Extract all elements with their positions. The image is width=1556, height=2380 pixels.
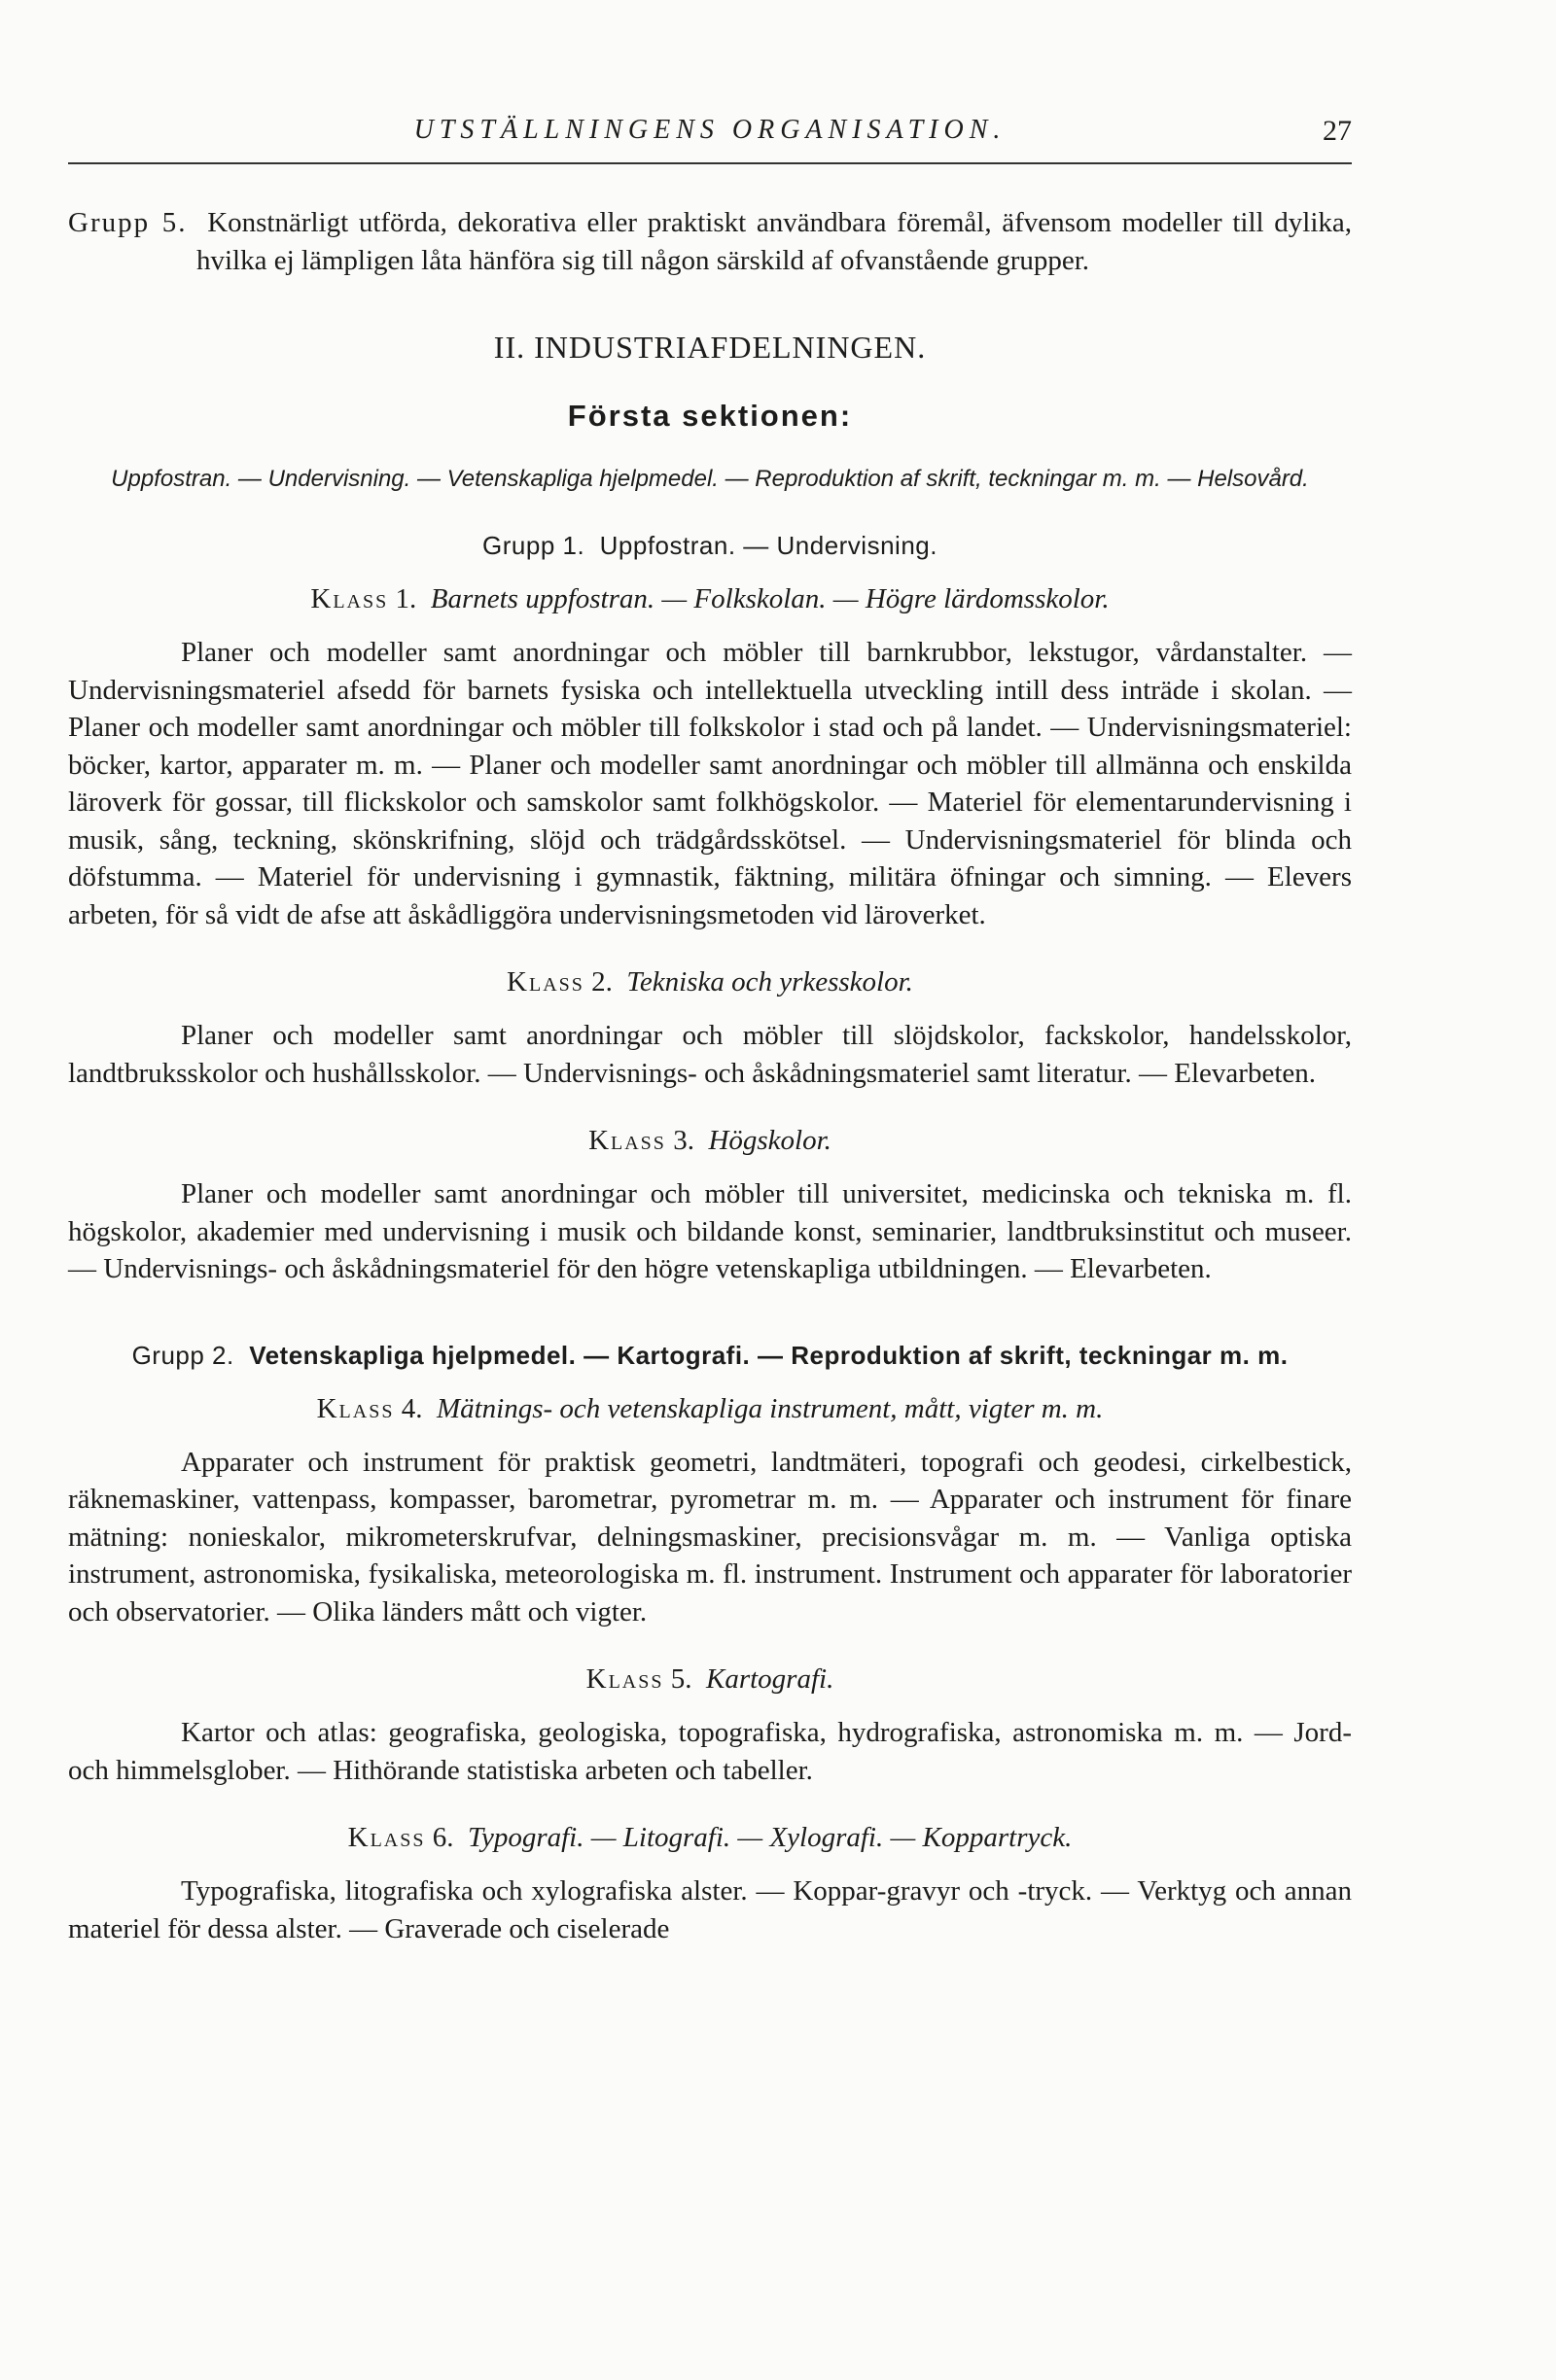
klass-2-text: Planer och modeller samt anordningar och möbler till slöjdskolor, fackskolor, handelsskolor, landtbruksskolor och hushållsskolor. — Undervisnings- och åskådningsmateriel samt literatur. — Elevarbeten.	[68, 1020, 1352, 1089]
klass-4-text: Apparater och instrument för praktisk geometri, landtmäteri, topografi och geodesi, cirkelbestick, räknemaskiner, vattenpass, kompasser, barometrar, pyrometrar m. m. — Apparater och instrument för finare mätning: nonieskalor, mikrometerskrufvar, delningsmaskiner, precisionsvågar m. m. — Vanliga optiska instrument, astronomiska, fysikaliska, meteorologiska m. fl. instrument. Instrument och apparater för laboratorier och observatorier. — Olika länders mått och vigter.	[68, 1446, 1352, 1628]
klass-3-title: Högskolor.	[708, 1125, 831, 1156]
grupp-5-paragraph	[68, 204, 1352, 279]
klass-3-text: Planer och modeller samt anordningar och möbler till universitet, medicinska och tekniska m. fl. högskolor, akademier med undervisning i musik och bildande konst, seminarier, landtbruksinstitut och museer. — Undervisnings- och åskådningsmateriel för den högre vetenskapliga utbildningen. — Elevarbeten.	[68, 1178, 1352, 1284]
klass-5-text: Kartor och atlas: geografiska, geologiska, topografiska, hydrografiska, astronomiska m. m. — Jord- och himmelsglober. — Hithörande statistiska arbeten och tabeller.	[68, 1717, 1352, 1786]
klass-6-title: Typografi. — Litografi. — Xylografi. — Koppartryck.	[467, 1822, 1073, 1853]
section-subtopics: Uppfostran. — Undervisning. — Vetenskapliga hjelpmedel. — Reproduktion af skrift, teckningar m. m. — Helsovård.	[111, 466, 1309, 492]
klass-6-text: Typografiska, litografiska och xylografiska alster. — Koppar-gravyr och -tryck. — Verktyg och annan materiel för dessa alster. — Graverade och ciselerade	[68, 1875, 1352, 1944]
klass-3-heading	[68, 1121, 1352, 1160]
klass-1-text: Planer och modeller samt anordningar och möbler till barnkrubbor, lekstugor, vårdanstalter. — Undervisningsmateriel afsedd för barnets fysiska och intellektuella utveckling intill dess inträde i skolan. — Planer och modeller samt anordningar och möbler till folkskolor i stad och på landet. — Undervisningsmateriel: böcker, kartor, apparater m. m. — Planer och modeller samt anordningar och möbler till allmänna och enskilda läroverk för gossar, till flickskolor och samskolor samt folkhögskolor. — Materiel för elementarundervisning i musik, sång, teckning, skönskrifning, slöjd och trädgårdsskötsel. — Undervisningsmateriel för blinda och döfstumma. — Materiel för undervisning i gymnastik, fäktning, militära öfningar och simning. — Elevers arbeten, för så vidt de afse att åskådliggöra undervisningsmetoden vid läroverket.	[68, 637, 1352, 930]
section-title: Första sektionen:	[567, 399, 853, 433]
page-body	[68, 204, 1352, 1947]
grupp-2-title: Vetenskapliga hjelpmedel. — Kartografi. — Reproduktion af skrift, teckningar m. m.	[249, 1340, 1289, 1370]
grupp-1-heading	[68, 527, 1352, 564]
klass-6-number: 6.	[432, 1822, 454, 1853]
grupp-2-heading	[68, 1337, 1352, 1374]
klass-5-number: 5.	[670, 1663, 692, 1695]
klass-4-number: 4.	[401, 1392, 423, 1424]
klass-3-number: 3.	[673, 1125, 694, 1156]
running-title: UTSTÄLLNINGENS ORGANISATION.	[413, 115, 1007, 145]
klass-1-number: 1.	[395, 583, 417, 614]
klass-6-label: Klass	[347, 1822, 426, 1853]
klass-1-label: Klass	[310, 583, 389, 614]
running-head	[68, 115, 1352, 154]
klass-2-heading	[68, 962, 1352, 1001]
klass-1-heading	[68, 579, 1352, 618]
klass-4-heading	[68, 1389, 1352, 1428]
grupp-1-title: Uppfostran. — Undervisning.	[599, 531, 937, 560]
klass-2-label: Klass	[507, 966, 584, 998]
klass-4-title: Mätnings- och vetenskapliga instrument, mått, vigter m. m.	[436, 1392, 1104, 1424]
klass-2-title: Tekniska och yrkesskolor.	[626, 966, 913, 998]
division-title: II. INDUSTRIAFDELNINGEN.	[493, 330, 927, 365]
klass-5-heading	[68, 1660, 1352, 1698]
klass-4-label: Klass	[316, 1392, 395, 1424]
klass-1-title: Barnets uppfostran. — Folkskolan. — Högre lärdomsskolor.	[430, 583, 1110, 614]
grupp-5-lead: Grupp 5.	[68, 207, 188, 238]
klass-2-number: 2.	[591, 966, 613, 998]
grupp-2-lead: Grupp 2.	[131, 1340, 234, 1370]
page-number: 27	[1323, 115, 1352, 147]
grupp-1-lead: Grupp 1.	[482, 531, 585, 560]
klass-6-heading	[68, 1818, 1352, 1857]
header-rule	[68, 162, 1352, 164]
klass-3-label: Klass	[588, 1125, 666, 1156]
klass-5-title: Kartografi.	[706, 1663, 834, 1695]
grupp-5-text: Konstnärligt utförda, dekorativa eller praktiskt användbara föremål, äfvensom modeller till dylika, hvilka ej lämpligen låta hänföra sig till någon särskild af ofvanstående grupper.	[196, 207, 1352, 276]
klass-5-label: Klass	[585, 1663, 664, 1695]
